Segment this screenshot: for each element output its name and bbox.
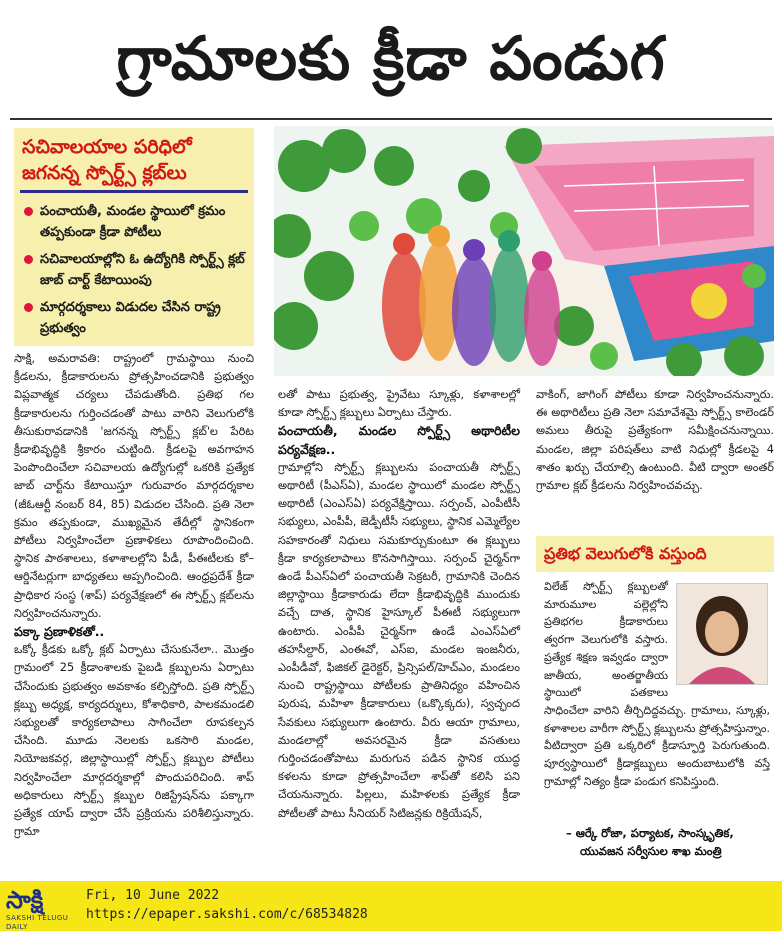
highlight-item: సచివాలయాల్లోని ఓ ఉద్యోగికి స్పోర్ట్స్‌ క్లబ్‌ జాబ్‌ చార్ట్‌ కేటాయింపు	[14, 247, 254, 295]
article-column-3	[536, 386, 774, 495]
highlight-item: పంచాయతీ, మండల స్థాయిలో క్రమం తప్పకుండా క్రీడా పోటీలు	[14, 199, 254, 247]
article-paragraph: లతో పాటు ప్రభుత్వ, ప్రైవేటు స్కూళ్లు, కళాశాలల్లో కూడా స్పోర్ట్స్‌ క్లబ్బులు ఏర్పాటు చేస్తారు.	[278, 388, 520, 420]
quote-body: విలేజ్‌ స్పోర్ట్స్‌ క్లబ్బులతో మారుమూల పల్లెల్లోని ప్రతిభగల క్రీడాకారులు త్వరగా వెలుగులోకి వస్తారు. ప్రత్యేక శిక్షణ ఇవ్వడం ద్వారా జాతీయ, అంతర్జాతీయ స్థాయిలో పతకాలు సాధించేలా వారిని తీర్చిదిద్దవచ్చు. గ్రామాలు, స్కూళ్లు, కళాశాలల వారీగా స్పోర్ట్స్‌ క్లబ్బులను ప్రోత్సహిస్తున్నాం. వీటిద్వారా ప్రతి ఒక్కరిలో క్రీడాస్ఫూర్తి పెరుగుతుంది. పూర్వస్థాయిలో క్రీడాక్లబ్బులు అందుబాటులోకి వస్తే గ్రామాల్లో నిత్యం క్రీడా పండుగ కనిపిస్తుంది.	[544, 580, 770, 788]
section-subheading: పంచాయతీ, మండల స్పోర్ట్స్‌ అథారిటీల పర్యవేక్షణ..	[278, 423, 520, 457]
highlights-box	[14, 128, 254, 346]
signature-line-1: – ఆర్కే రోజా, పర్యాటక, సాంస్కృతిక,	[566, 826, 734, 840]
quote-heading: ప్రతిభ వెలుగులోకి వస్తుంది	[544, 544, 707, 563]
article-column-2	[278, 386, 520, 823]
highlights-divider	[20, 190, 248, 193]
article-paragraph: ఒక్కో క్రీడకు ఒక్కో క్లబ్‌ ఏర్పాటు చేసుకునేలా.. మొత్తం గ్రామంలో 25 క్రీడాంశాలకు పైబడి క్లబ్బులను ఏర్పాటు చేసేందుకు ప్రభుత్వం అవకాశం కల్పిస్తోంది. ప్రతి స్పోర్ట్స్‌ క్లబ్బు అధ్యక్ష, కార్యదర్శులు, కోశాధికారి, పాలకమండలి సభ్యులతో కార్యకలాపాలు సాగించేలా రూపకల్పన చేసింది. మూడు నెలలకు ఒకసారి మండల, నియోజకవర్గ, జిల్లాస్థాయిల్లో స్పోర్ట్స్‌ క్లబ్బుల పోటీలు నిర్వహించేలా మార్గదర్శకాల్లో పొందుపరిచింది. శాప్‌ అధికారులు స్పోర్ట్స్‌ క్లబ్బుల రిజిస్ట్రేషన్‌ను పక్కాగా ప్రత్యేక యాప్‌ ద్వారా చేసే ప్రక్రియను పరిశీలిస్తున్నారు. గ్రామా	[14, 643, 254, 839]
signature-line-2: యువజన సర్వీసుల శాఖ మంత్రి	[580, 844, 722, 858]
headline: గ్రామాలకు క్రీడా పండుగ	[116, 24, 666, 94]
edition-date: Fri, 10 June 2022	[86, 888, 220, 903]
article-paragraph: గ్రామాల్లోని స్పోర్ట్స్‌ క్లబ్బులను పంచాయతీ స్పోర్ట్స్‌ అథారిటీ (పీఎస్‌ఏ), మండల స్థాయిలో మండల స్పోర్ట్స్‌ అథారిటీ (ఎంఎస్‌ఏ) పర్యవేక్షిస్తాయి. సర్పంచ్, ఎంపీటీసీ సభ్యులు, ఎంపీపీ, జెడ్పీటీసీ సభ్యులు, స్థానిక ఎమ్మెల్యేల సహకారంతో నిధులు సమకూర్చుకుంటూ ఈ క్లబ్బులు క్రీడా కార్యకలాపాలు కొనసాగిస్తాయి. సర్పంచ్‌ చైర్మన్‌గా ఉండే పీఎస్‌ఏలో పంచాయతీ సెక్రటరీ, గ్రామానికి చెందిన జిల్లాస్థాయి క్రీడాకారుడు లేదా క్రీడాభివృద్ధికి ముందుకు వచ్చే దాత, స్థానిక హైస్కూల్‌ పీఈటీ సభ్యులుగా ఉంటారు. ఎంపీపీ చైర్మన్‌గా ఉండే ఎంఎస్‌ఏలో తహసీల్దార్, ఎంఈవో, ఎస్‌ఐ, మండల ఇంజనీరు, ఎంపీడీవో, ఫిజికల్‌ డైరెక్టర్, ప్రిన్సిపల్‌/హెచ్‌ఎం, మండలం నుంచి రాష్ట్రస్థాయి పోటీలకు ప్రాతినిధ్యం వహించిన పురుష, మహిళా క్రీడాకారులు (ఒక్కొక్కరు), స్వచ్ఛంద సేవకులు సభ్యులుగా ఉంటారు. వీరు ఆయా గ్రామాలు, మండలాల్లో అవసరమైన క్రీడా వసతులు గుర్తించడంతోపాటు మరుగున పడిన స్థానిక యుద్ధ కళలను కూడా ప్రోత్సహించేలా శాప్‌తో కలిసి పని చేయనున్నారు. పిల్లలు, మహిళలకు ప్రత్యేక క్రీడా పోటీలతో పాటు సీనియర్‌ సిటిజన్లకు రిక్రియేషన్,	[278, 460, 520, 820]
article-column-1	[14, 350, 254, 841]
highlight-item: మార్గదర్శకాలు విడుదల చేసిన రాష్ట్ర ప్రభుత్వం	[14, 295, 254, 343]
sakshi-logo	[6, 886, 78, 931]
headline-rule	[10, 118, 772, 120]
article-paragraph: సాక్షి, అమరావతి: రాష్ట్రంలో గ్రామస్థాయి నుంచి క్రీడలను, క్రీడాకారులను ప్రోత్సహించడానికి ప్రభుత్వం విప్లవాత్మక చర్యలు చేపడుతోంది. ప్రతిభ గల క్రీడాకారులను గుర్తించడంతో పాటు వారిని వెలుగులోకి తీసుకురావడానికి 'జగనన్న స్పోర్ట్స్‌ క్లబ్‌'ల పేరిట క్రీడాభివృద్ధికి శ్రీకారం చుట్టింది. క్రీడలపై అవగాహన పెంపొందించేలా సచివాలయ ఉద్యోగుల్లో ఒకరికి ప్రత్యేక జాబ్‌ చార్ట్‌ను కేటాయిస్తూ గురువారం మార్గదర్శకాల (జీఓఆర్టీ నంబర్‌ 84, 85) విడుదల చేసింది. ప్రతి నెలా క్రమం తప్పకుండా, ముఖ్యమైన తేదీల్లో స్థానికంగా పోటీలు నిర్వహించేలా ప్రణాళికలు రూపొందించింది. స్థానిక పాఠశాలలు, కళాశాలల్లోని పీడీ, పీఈటీలకు కో–ఆర్డినేటర్లుగా బాధ్యతలు అప్పగించింది. ఆంధ్రప్రదేశ్‌ క్రీడా ప్రాధికార సంస్థ (శాప్‌) పర్యవేక్షణలో ఈ స్పోర్ట్స్‌ క్లబ్‌లను నిర్వహించనున్నారు.	[14, 352, 254, 620]
portrait-image	[677, 584, 767, 684]
quote-heading-box	[536, 536, 774, 572]
highlights-title: సచివాలయాల పరిధిలో జగనన్న స్పోర్ట్స్‌ క్లబ్‌లు	[22, 136, 192, 184]
article-paragraph: వాకింగ్, జాగింగ్‌ పోటీలు కూడా నిర్వహించనున్నారు. ఈ అథారిటీలు ప్రతి నెలా సమావేశమై స్పోర్ట్స్‌ కాలెండర్‌ అమలు తీరుపై ప్రత్యేకంగా సమీక్షించనున్నాయి. మండల, జిల్లా పరిషత్‌లు వాటి నిధుల్లో క్రీడలపై 4 శాతం ఖర్చు చేయాల్సి ఉంటుంది. వీటి ద్వారా అంతర్‌ గ్రామాల క్లబ్‌ క్రీడలను నిర్వహించవచ్చు.	[536, 388, 774, 493]
epaper-link[interactable]: https://epaper.sakshi.com/c/68534828	[86, 907, 368, 922]
logo-wordmark: సాక్షి	[6, 886, 44, 914]
section-subheading: పక్కా ప్రణాళికతో..	[14, 624, 105, 640]
minister-photo	[676, 583, 768, 685]
sports-ground-illustration	[274, 126, 774, 376]
illustration-graphic	[274, 126, 774, 376]
logo-subtext: SAKSHI TELUGU DAILY	[6, 914, 69, 931]
epaper-footer	[0, 881, 782, 931]
